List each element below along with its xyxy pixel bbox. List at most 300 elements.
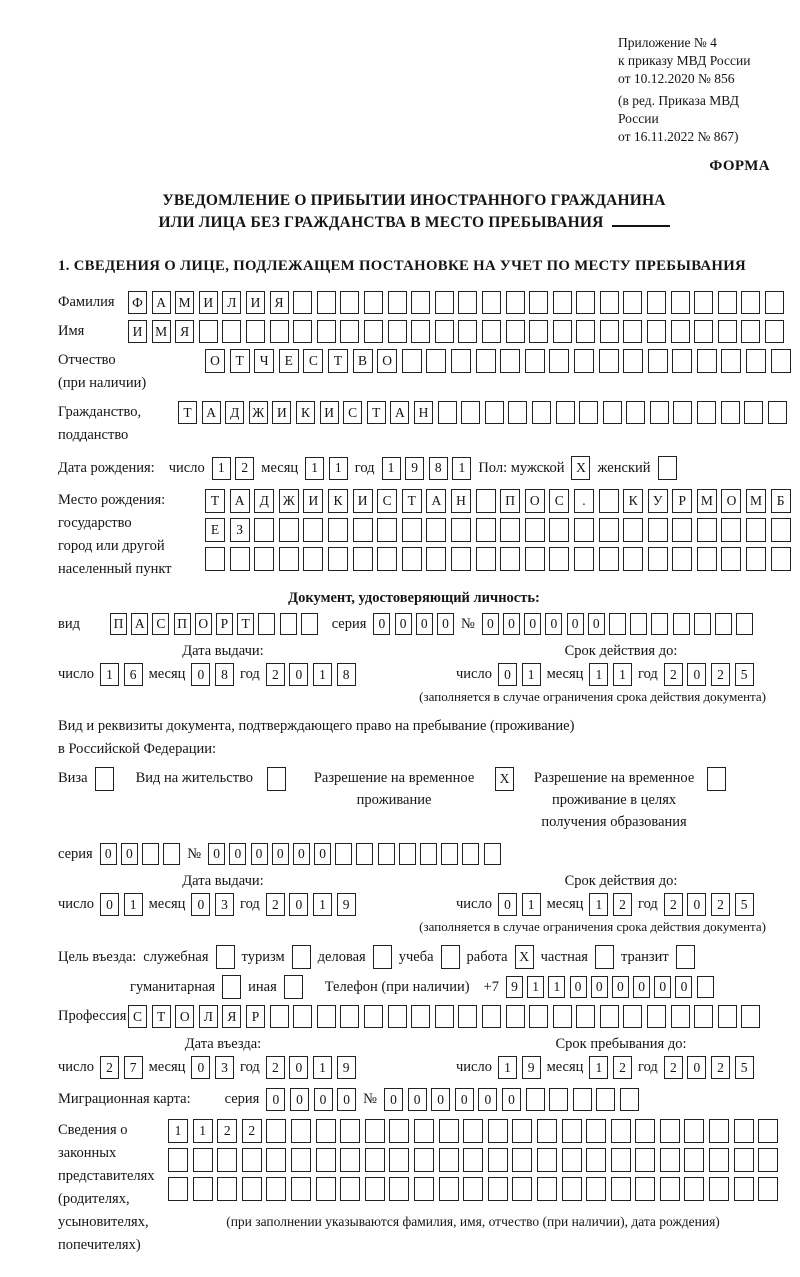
char-box[interactable]: 0 <box>482 613 499 635</box>
char-box[interactable] <box>694 613 711 635</box>
char-box[interactable] <box>217 1148 237 1172</box>
char-box[interactable]: 1 <box>313 1056 332 1079</box>
char-box[interactable]: 1 <box>212 457 231 480</box>
char-box[interactable]: И <box>246 291 265 314</box>
char-box[interactable] <box>485 401 504 424</box>
char-box[interactable]: 0 <box>654 976 671 998</box>
char-box[interactable] <box>414 1119 434 1143</box>
char-box[interactable]: 8 <box>429 457 448 480</box>
char-box[interactable] <box>758 1148 778 1172</box>
char-box[interactable]: X <box>515 945 534 969</box>
char-box[interactable]: Ф <box>128 291 147 314</box>
char-box[interactable]: 0 <box>191 1056 210 1079</box>
char-box[interactable] <box>270 1005 289 1028</box>
char-box[interactable] <box>242 1177 262 1201</box>
char-box[interactable] <box>365 1119 385 1143</box>
char-box[interactable] <box>635 1148 655 1172</box>
char-box[interactable] <box>579 401 598 424</box>
char-box[interactable] <box>586 1119 606 1143</box>
char-box[interactable]: 1 <box>168 1119 188 1143</box>
char-box[interactable]: Д <box>225 401 244 424</box>
char-box[interactable] <box>402 547 422 571</box>
char-box[interactable]: 0 <box>524 613 541 635</box>
char-box[interactable] <box>364 291 383 314</box>
char-box[interactable]: И <box>272 401 291 424</box>
char-box[interactable]: С <box>303 349 323 373</box>
char-box[interactable]: 2 <box>235 457 254 480</box>
char-box[interactable] <box>611 1148 631 1172</box>
char-box[interactable]: 0 <box>290 1088 309 1111</box>
char-box[interactable] <box>532 401 551 424</box>
char-box[interactable]: 1 <box>613 663 632 686</box>
char-box[interactable]: 0 <box>588 613 605 635</box>
char-box[interactable] <box>672 518 692 542</box>
char-box[interactable] <box>328 518 348 542</box>
char-box[interactable] <box>246 320 265 343</box>
char-box[interactable] <box>758 1119 778 1143</box>
char-box[interactable] <box>420 843 437 865</box>
char-box[interactable] <box>586 1148 606 1172</box>
char-box[interactable] <box>537 1119 557 1143</box>
char-box[interactable]: С <box>343 401 362 424</box>
char-box[interactable] <box>771 349 791 373</box>
char-box[interactable]: 0 <box>293 843 310 865</box>
char-box[interactable] <box>316 1177 336 1201</box>
char-box[interactable] <box>537 1177 557 1201</box>
char-box[interactable] <box>378 843 395 865</box>
char-box[interactable] <box>399 843 416 865</box>
char-box[interactable] <box>672 547 692 571</box>
char-box[interactable] <box>508 401 527 424</box>
char-box[interactable] <box>364 320 383 343</box>
char-box[interactable]: 0 <box>191 663 210 686</box>
char-box[interactable]: 3 <box>215 893 234 916</box>
char-box[interactable]: 2 <box>217 1119 237 1143</box>
char-box[interactable] <box>461 401 480 424</box>
char-box[interactable] <box>377 547 397 571</box>
char-box[interactable]: М <box>152 320 171 343</box>
char-box[interactable]: 0 <box>266 1088 285 1111</box>
char-box[interactable] <box>242 1148 262 1172</box>
char-box[interactable]: 0 <box>416 613 433 635</box>
char-box[interactable]: Р <box>246 1005 265 1028</box>
char-box[interactable] <box>562 1177 582 1201</box>
char-box[interactable] <box>673 401 692 424</box>
char-box[interactable] <box>317 320 336 343</box>
char-box[interactable]: П <box>110 613 127 635</box>
char-box[interactable]: 1 <box>548 976 565 998</box>
char-box[interactable] <box>635 1177 655 1201</box>
char-box[interactable]: 0 <box>455 1088 474 1111</box>
char-box[interactable]: П <box>500 489 520 513</box>
char-box[interactable] <box>301 613 318 635</box>
char-box[interactable] <box>506 1005 525 1028</box>
char-box[interactable]: 0 <box>570 976 587 998</box>
char-box[interactable] <box>599 349 619 373</box>
char-box[interactable] <box>549 349 569 373</box>
char-box[interactable] <box>746 349 766 373</box>
char-box[interactable] <box>715 613 732 635</box>
char-box[interactable]: К <box>623 489 643 513</box>
char-box[interactable]: 1 <box>313 893 332 916</box>
char-box[interactable] <box>721 547 741 571</box>
char-box[interactable] <box>697 976 714 998</box>
char-box[interactable] <box>365 1148 385 1172</box>
char-box[interactable] <box>451 547 471 571</box>
char-box[interactable]: О <box>175 1005 194 1028</box>
char-box[interactable]: 2 <box>664 1056 683 1079</box>
char-box[interactable]: Т <box>237 613 254 635</box>
char-box[interactable] <box>697 547 717 571</box>
char-box[interactable] <box>388 320 407 343</box>
char-box[interactable] <box>771 547 791 571</box>
char-box[interactable]: Р <box>216 613 233 635</box>
char-box[interactable]: 0 <box>251 843 268 865</box>
char-box[interactable] <box>709 1177 729 1201</box>
char-box[interactable]: С <box>128 1005 147 1028</box>
char-box[interactable]: 2 <box>266 663 285 686</box>
char-box[interactable] <box>463 1177 483 1201</box>
char-box[interactable]: 1 <box>329 457 348 480</box>
char-box[interactable] <box>411 291 430 314</box>
char-box[interactable]: 0 <box>289 1056 308 1079</box>
char-box[interactable]: 2 <box>613 1056 632 1079</box>
char-box[interactable]: В <box>353 349 373 373</box>
char-box[interactable] <box>439 1177 459 1201</box>
char-box[interactable]: 1 <box>382 457 401 480</box>
char-box[interactable] <box>741 1005 760 1028</box>
char-box[interactable] <box>576 1005 595 1028</box>
char-box[interactable] <box>512 1119 532 1143</box>
char-box[interactable]: 2 <box>711 893 730 916</box>
char-box[interactable] <box>549 1088 568 1111</box>
char-box[interactable] <box>222 975 241 999</box>
char-box[interactable]: 5 <box>735 893 754 916</box>
char-box[interactable]: 0 <box>498 893 517 916</box>
char-box[interactable]: Т <box>328 349 348 373</box>
char-box[interactable] <box>193 1148 213 1172</box>
char-box[interactable]: 0 <box>502 1088 521 1111</box>
char-box[interactable] <box>647 320 666 343</box>
char-box[interactable] <box>553 1005 572 1028</box>
char-box[interactable]: . <box>574 489 594 513</box>
char-box[interactable] <box>458 1005 477 1028</box>
char-box[interactable] <box>279 518 299 542</box>
char-box[interactable]: 0 <box>373 613 390 635</box>
char-box[interactable] <box>435 291 454 314</box>
char-box[interactable]: X <box>571 456 590 480</box>
char-box[interactable] <box>718 320 737 343</box>
char-box[interactable] <box>512 1177 532 1201</box>
char-box[interactable]: 0 <box>289 663 308 686</box>
char-box[interactable] <box>435 320 454 343</box>
char-box[interactable] <box>718 291 737 314</box>
char-box[interactable] <box>258 613 275 635</box>
char-box[interactable]: И <box>128 320 147 343</box>
char-box[interactable]: 0 <box>591 976 608 998</box>
char-box[interactable] <box>439 1148 459 1172</box>
char-box[interactable] <box>340 1119 360 1143</box>
char-box[interactable] <box>549 518 569 542</box>
char-box[interactable] <box>463 1148 483 1172</box>
char-box[interactable] <box>611 1177 631 1201</box>
char-box[interactable]: 0 <box>675 976 692 998</box>
char-box[interactable]: 9 <box>506 976 523 998</box>
char-box[interactable] <box>734 1177 754 1201</box>
char-box[interactable] <box>168 1177 188 1201</box>
char-box[interactable]: 0 <box>229 843 246 865</box>
char-box[interactable] <box>353 547 373 571</box>
char-box[interactable]: Н <box>414 401 433 424</box>
char-box[interactable] <box>291 1148 311 1172</box>
char-box[interactable] <box>603 401 622 424</box>
char-box[interactable] <box>671 1005 690 1028</box>
char-box[interactable] <box>650 401 669 424</box>
char-box[interactable] <box>340 320 359 343</box>
char-box[interactable] <box>462 843 479 865</box>
char-box[interactable] <box>697 349 717 373</box>
char-box[interactable]: М <box>175 291 194 314</box>
char-box[interactable] <box>537 1148 557 1172</box>
char-box[interactable]: 1 <box>100 663 119 686</box>
char-box[interactable]: 0 <box>687 1056 706 1079</box>
char-box[interactable] <box>721 518 741 542</box>
char-box[interactable] <box>744 401 763 424</box>
char-box[interactable] <box>500 547 520 571</box>
char-box[interactable] <box>599 547 619 571</box>
char-box[interactable]: 2 <box>266 893 285 916</box>
char-box[interactable] <box>435 1005 454 1028</box>
char-box[interactable]: 0 <box>567 613 584 635</box>
char-box[interactable]: 1 <box>589 663 608 686</box>
char-box[interactable] <box>328 547 348 571</box>
char-box[interactable]: А <box>390 401 409 424</box>
char-box[interactable] <box>303 547 323 571</box>
char-box[interactable]: М <box>697 489 717 513</box>
char-box[interactable] <box>562 1119 582 1143</box>
char-box[interactable] <box>623 320 642 343</box>
char-box[interactable] <box>476 547 496 571</box>
char-box[interactable]: 1 <box>589 893 608 916</box>
char-box[interactable] <box>389 1119 409 1143</box>
char-box[interactable] <box>525 518 545 542</box>
char-box[interactable] <box>694 1005 713 1028</box>
char-box[interactable] <box>280 613 297 635</box>
char-box[interactable]: К <box>296 401 315 424</box>
char-box[interactable]: Т <box>205 489 225 513</box>
char-box[interactable] <box>438 401 457 424</box>
char-box[interactable] <box>142 843 159 865</box>
char-box[interactable] <box>623 291 642 314</box>
char-box[interactable] <box>506 291 525 314</box>
char-box[interactable]: 1 <box>313 663 332 686</box>
char-box[interactable] <box>660 1177 680 1201</box>
char-box[interactable] <box>709 1148 729 1172</box>
char-box[interactable] <box>626 401 645 424</box>
char-box[interactable]: 0 <box>289 893 308 916</box>
char-box[interactable] <box>600 1005 619 1028</box>
char-box[interactable] <box>500 349 520 373</box>
char-box[interactable] <box>488 1177 508 1201</box>
char-box[interactable] <box>426 349 446 373</box>
char-box[interactable] <box>529 1005 548 1028</box>
char-box[interactable]: О <box>205 349 225 373</box>
char-box[interactable] <box>254 518 274 542</box>
char-box[interactable] <box>620 1088 639 1111</box>
char-box[interactable] <box>648 349 668 373</box>
char-box[interactable]: 0 <box>687 893 706 916</box>
char-box[interactable] <box>623 349 643 373</box>
char-box[interactable] <box>765 291 784 314</box>
char-box[interactable] <box>768 401 787 424</box>
char-box[interactable] <box>623 547 643 571</box>
char-box[interactable] <box>676 945 695 969</box>
char-box[interactable] <box>292 945 311 969</box>
char-box[interactable] <box>746 547 766 571</box>
char-box[interactable] <box>193 1177 213 1201</box>
char-box[interactable] <box>697 518 717 542</box>
char-box[interactable]: 9 <box>522 1056 541 1079</box>
char-box[interactable] <box>600 320 619 343</box>
char-box[interactable] <box>512 1148 532 1172</box>
char-box[interactable]: И <box>303 489 323 513</box>
char-box[interactable] <box>553 291 572 314</box>
char-box[interactable] <box>340 1148 360 1172</box>
char-box[interactable]: 5 <box>735 1056 754 1079</box>
char-box[interactable]: А <box>426 489 446 513</box>
char-box[interactable] <box>671 320 690 343</box>
char-box[interactable] <box>746 518 766 542</box>
char-box[interactable] <box>488 1148 508 1172</box>
char-box[interactable] <box>270 320 289 343</box>
char-box[interactable]: 0 <box>272 843 289 865</box>
char-box[interactable]: А <box>202 401 221 424</box>
char-box[interactable]: 2 <box>242 1119 262 1143</box>
char-box[interactable] <box>736 613 753 635</box>
char-box[interactable]: Л <box>222 291 241 314</box>
char-box[interactable]: С <box>549 489 569 513</box>
char-box[interactable] <box>694 320 713 343</box>
char-box[interactable] <box>411 1005 430 1028</box>
char-box[interactable] <box>340 291 359 314</box>
char-box[interactable] <box>340 1177 360 1201</box>
char-box[interactable] <box>576 291 595 314</box>
char-box[interactable] <box>414 1148 434 1172</box>
char-box[interactable] <box>553 320 572 343</box>
char-box[interactable]: 0 <box>503 613 520 635</box>
char-box[interactable] <box>574 518 594 542</box>
char-box[interactable] <box>647 291 666 314</box>
char-box[interactable]: Л <box>199 1005 218 1028</box>
char-box[interactable]: 2 <box>100 1056 119 1079</box>
char-box[interactable] <box>721 349 741 373</box>
char-box[interactable] <box>303 518 323 542</box>
char-box[interactable] <box>266 1148 286 1172</box>
char-box[interactable] <box>279 547 299 571</box>
char-box[interactable] <box>482 320 501 343</box>
char-box[interactable] <box>734 1119 754 1143</box>
char-box[interactable] <box>672 349 692 373</box>
char-box[interactable] <box>463 1119 483 1143</box>
char-box[interactable]: Н <box>451 489 471 513</box>
char-box[interactable] <box>525 547 545 571</box>
char-box[interactable] <box>340 1005 359 1028</box>
char-box[interactable]: 0 <box>208 843 225 865</box>
char-box[interactable]: Т <box>178 401 197 424</box>
char-box[interactable] <box>216 945 235 969</box>
char-box[interactable]: 2 <box>613 893 632 916</box>
char-box[interactable] <box>600 291 619 314</box>
char-box[interactable] <box>684 1119 704 1143</box>
char-box[interactable]: 2 <box>711 663 730 686</box>
char-box[interactable] <box>441 843 458 865</box>
char-box[interactable]: 8 <box>215 663 234 686</box>
char-box[interactable]: 0 <box>314 843 331 865</box>
char-box[interactable] <box>611 1119 631 1143</box>
char-box[interactable] <box>671 291 690 314</box>
char-box[interactable] <box>335 843 352 865</box>
char-box[interactable] <box>771 518 791 542</box>
char-box[interactable]: Т <box>230 349 250 373</box>
char-box[interactable] <box>758 1177 778 1201</box>
char-box[interactable]: Т <box>152 1005 171 1028</box>
char-box[interactable] <box>630 613 647 635</box>
char-box[interactable] <box>222 320 241 343</box>
char-box[interactable]: Е <box>205 518 225 542</box>
char-box[interactable]: 2 <box>266 1056 285 1079</box>
char-box[interactable]: 0 <box>314 1088 333 1111</box>
char-box[interactable]: Р <box>672 489 692 513</box>
char-box[interactable] <box>291 1177 311 1201</box>
char-box[interactable] <box>721 401 740 424</box>
char-box[interactable] <box>562 1148 582 1172</box>
char-box[interactable] <box>373 945 392 969</box>
char-box[interactable] <box>609 613 626 635</box>
char-box[interactable]: А <box>230 489 250 513</box>
char-box[interactable] <box>660 1119 680 1143</box>
char-box[interactable] <box>482 1005 501 1028</box>
char-box[interactable] <box>316 1148 336 1172</box>
char-box[interactable] <box>426 547 446 571</box>
char-box[interactable]: О <box>377 349 397 373</box>
char-box[interactable] <box>500 518 520 542</box>
char-box[interactable]: О <box>525 489 545 513</box>
char-box[interactable] <box>660 1148 680 1172</box>
char-box[interactable]: З <box>230 518 250 542</box>
char-box[interactable]: 9 <box>405 457 424 480</box>
char-box[interactable]: И <box>353 489 373 513</box>
char-box[interactable]: 0 <box>633 976 650 998</box>
char-box[interactable] <box>506 320 525 343</box>
char-box[interactable] <box>648 547 668 571</box>
char-box[interactable]: С <box>377 489 397 513</box>
char-box[interactable] <box>476 349 496 373</box>
char-box[interactable]: С <box>152 613 169 635</box>
char-box[interactable]: 1 <box>522 663 541 686</box>
char-box[interactable]: Т <box>367 401 386 424</box>
char-box[interactable] <box>95 767 114 791</box>
char-box[interactable]: 2 <box>711 1056 730 1079</box>
char-box[interactable]: 0 <box>337 1088 356 1111</box>
char-box[interactable] <box>293 291 312 314</box>
char-box[interactable] <box>414 1177 434 1201</box>
char-box[interactable] <box>586 1177 606 1201</box>
char-box[interactable] <box>484 843 501 865</box>
char-box[interactable]: Д <box>254 489 274 513</box>
char-box[interactable] <box>595 945 614 969</box>
char-box[interactable] <box>388 1005 407 1028</box>
char-box[interactable] <box>529 320 548 343</box>
